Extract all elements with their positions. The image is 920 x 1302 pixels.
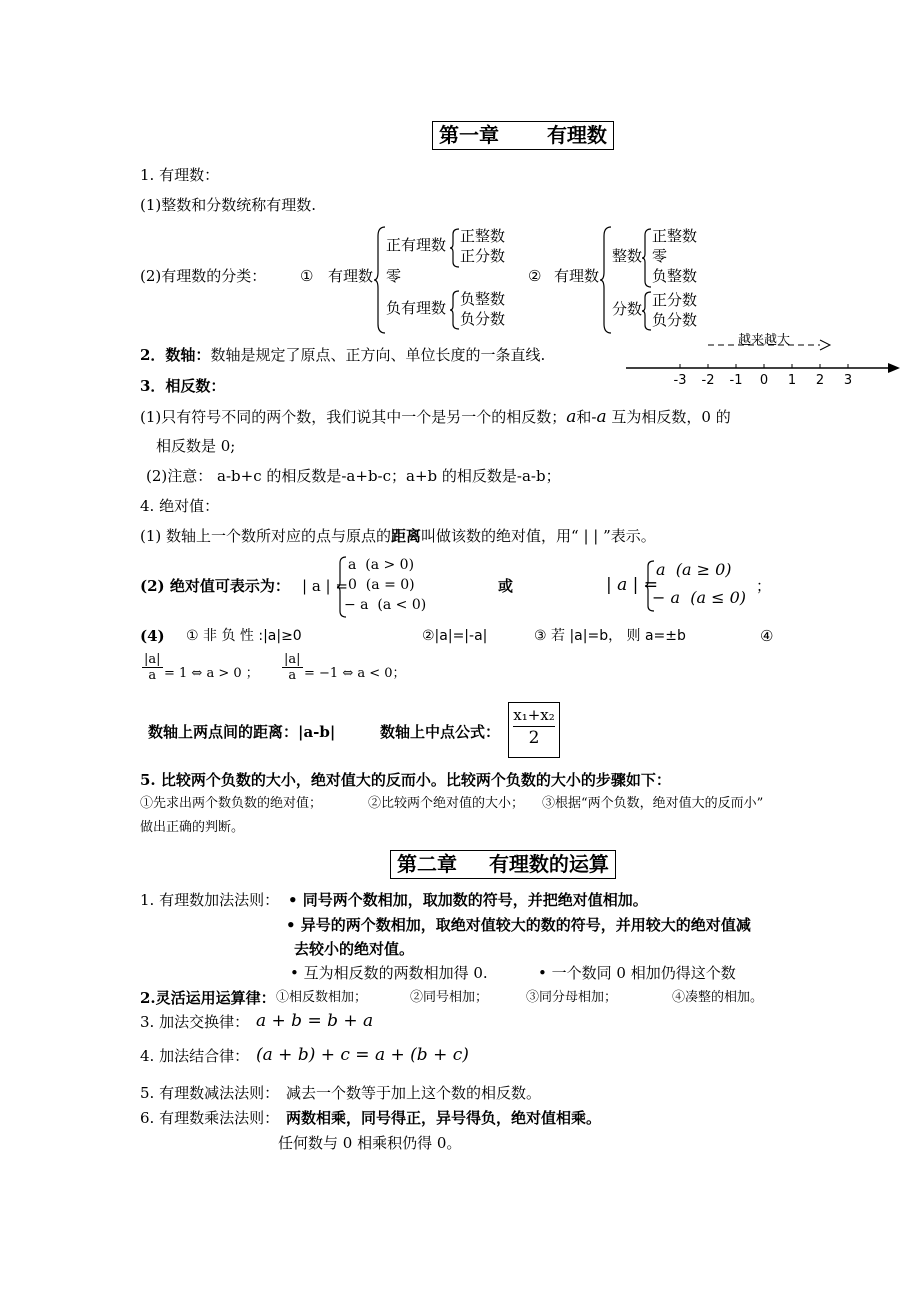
midpoint-den: 2 — [528, 728, 540, 749]
c1-positive-fraction: 正分数 — [460, 247, 506, 265]
abs-row-2: 0 (a = 0) — [348, 577, 415, 593]
midpoint-label: 数轴上中点公式： — [380, 723, 501, 741]
section-3-p1-and: 和- — [576, 408, 597, 426]
c1-negative: 负有理数 — [386, 299, 447, 317]
addition-rule-4: • 一个数同 0 相加仍得这个数 — [538, 964, 736, 982]
section-4-heading: 4. 绝对值： — [140, 497, 220, 515]
section-1-p2: (2)有理数的分类： — [140, 267, 267, 285]
section-1-p1: (1)整数和分数统称有理数. — [140, 196, 317, 214]
ch2-section-4-heading: 4. 加法结合律： — [140, 1047, 250, 1065]
section-5-step-2: ②比较两个绝对值的大小； — [368, 796, 525, 811]
addition-rule-1: • 同号两个数相加，取加数的符号，并把绝对值相加。 — [288, 891, 648, 909]
chapter-2-number: 第二章 — [397, 852, 457, 876]
associative-formula: (a + b) + c = a + (b + c) — [256, 1045, 469, 1065]
classification-2-mark: ② — [528, 267, 542, 285]
classification-2-root: 有理数 — [554, 267, 600, 285]
section-4-p1-bold: 距离 — [391, 527, 422, 545]
number-line-tick-label: 3 — [843, 373, 853, 388]
c2-zero: 零 — [652, 247, 668, 265]
frac-2-rest: = −1 ⇔ a < 0； — [304, 666, 406, 681]
var-a-2: a — [596, 407, 607, 427]
c2-fraction: 分数 — [612, 300, 643, 318]
law-item-1: ①相反数相加； — [276, 990, 368, 1005]
frac-2-num: |a| — [284, 652, 301, 667]
law-item-2: ②同号相加； — [410, 990, 489, 1005]
property-4-mark: ④ — [760, 627, 774, 645]
section-2-text: 数轴是规定了原点、正方向、单位长度的一条直线. — [210, 346, 546, 364]
var-a: a — [566, 407, 577, 427]
chapter-1-number: 第一章 — [439, 123, 499, 147]
ch2-section-6-heading: 6. 有理数乘法法则： — [140, 1109, 280, 1127]
section-3-p1-text: (1)只有符号不同的两个数，我们说其中一个是另一个的相反数； — [140, 408, 567, 426]
addition-rule-2-cont: 去较小的绝对值。 — [294, 940, 415, 958]
brace-2-main — [600, 226, 612, 334]
c2-negative-integer: 负整数 — [652, 267, 698, 285]
chapter-1-title — [432, 121, 614, 150]
property-4-num: (4) — [140, 627, 165, 645]
section-3-p1-tail: 互为相反数，0 的 — [611, 408, 731, 426]
section-2-label: 2．数轴： — [140, 346, 211, 364]
section-5-step-cont: 做出正确的判断。 — [140, 820, 245, 835]
number-line-tick-label: -3 — [673, 373, 687, 388]
addition-rule-2: • 异号的两个数相加，取绝对值较大的数的符号，并用较大的绝对值减 — [286, 916, 751, 934]
chapter-1-name: 有理数 — [546, 123, 607, 147]
law-item-4: ④凑整的相加。 — [672, 990, 764, 1005]
c1-negative-fraction: 负分数 — [460, 310, 506, 328]
section-5-step-3: ③根据“两个负数，绝对值大的反而小” — [542, 796, 764, 811]
classification-1-mark: ① — [300, 267, 314, 285]
number-line-label: 越来越大 — [738, 333, 791, 348]
c1-negative-integer: 负整数 — [460, 290, 506, 308]
brace-1-main — [374, 226, 386, 334]
c1-positive-integer: 正整数 — [460, 227, 506, 245]
ch2-section-3-heading: 3. 加法交换律： — [140, 1013, 250, 1031]
midpoint-formula — [508, 702, 560, 758]
number-line-tick-label: 0 — [759, 373, 769, 388]
midpoint-num: x₁+x₂ — [513, 707, 555, 727]
number-line — [620, 328, 905, 390]
multiplication-rule-zero: 任何数与 0 相乘积仍得 0。 — [278, 1134, 462, 1152]
section-1-heading: 1. 有理数： — [140, 166, 220, 184]
law-item-3: ③同分母相加； — [526, 990, 618, 1005]
abs-row-1: a (a > 0) — [348, 557, 415, 573]
chapter-2-title — [390, 850, 616, 879]
section-4-p1 — [140, 528, 656, 545]
section-3-p1-cont: 相反数是 0; — [156, 437, 236, 455]
abs-row-3: − a (a < 0) — [344, 597, 427, 613]
number-line-tick-label: 2 — [815, 373, 825, 388]
abs-row-4: a (a ≥ 0) — [656, 560, 732, 579]
section-3-heading: 3．相反数： — [140, 377, 226, 395]
distance-formula: 数轴上两点间的距离：|a-b| — [148, 723, 336, 741]
ch2-section-2-heading: 2.灵活运用运算律： — [140, 989, 276, 1007]
multiplication-rule: 两数相乘，同号得正，异号得负，绝对值相乘。 — [286, 1109, 602, 1127]
brace-2-frac — [642, 291, 652, 331]
c2-integer: 整数 — [612, 247, 643, 265]
frac-1-rest: = 1 ⇔ a > 0 ； — [164, 666, 259, 681]
abs-lhs-1: | a | = — [302, 577, 348, 595]
section-3-p2: (2)注意： a-b+c 的相反数是-a+b-c；a+b 的相反数是-a-b； — [146, 467, 561, 485]
abs-semicolon: ； — [756, 577, 772, 595]
ch2-section-1-heading: 1. 有理数加法法则： — [140, 891, 280, 909]
frac-2 — [282, 652, 303, 683]
frac-1-num: |a| — [144, 652, 161, 667]
section-4-p1-text: (1) 数轴上一个数所对应的点与原点的 — [140, 527, 392, 545]
brace-2-int — [642, 228, 652, 288]
ch2-section-5-heading: 5. 有理数减法法则： — [140, 1084, 280, 1102]
number-line-tick-label: -2 — [701, 373, 715, 388]
property-symmetric: ②|a|=|-a| — [422, 628, 488, 644]
commutative-formula: a + b = b + a — [256, 1011, 374, 1031]
subtraction-rule: 减去一个数等于加上这个数的相反数。 — [286, 1084, 542, 1102]
number-line-tick-label: 1 — [787, 373, 797, 388]
property-nonneg: ① 非 负 性 :|a|≥0 — [186, 628, 302, 644]
section-4-p1-tail: 叫做该数的绝对值，用“ | | ”表示。 — [421, 527, 656, 545]
classification-1-root: 有理数 — [328, 267, 374, 285]
addition-rule-3: • 互为相反数的两数相加得 0. — [290, 964, 488, 982]
c1-positive: 正有理数 — [386, 236, 447, 254]
abs-row-5: − a (a ≤ 0) — [652, 588, 746, 607]
section-5-step-1: ①先求出两个数负数的绝对值； — [140, 796, 323, 811]
abs-lhs-2: | a | = — [606, 575, 659, 595]
frac-1 — [142, 652, 163, 683]
chapter-2-name: 有理数的运算 — [488, 852, 609, 876]
section-2-heading — [140, 347, 545, 364]
frac-2-den: a — [288, 668, 297, 683]
property-if: ③ 若 |a|=b， 则 a=±b — [534, 628, 686, 644]
number-line-tick-label: -1 — [729, 373, 743, 388]
c2-positive-fraction: 正分数 — [652, 291, 698, 309]
c2-positive-integer: 正整数 — [652, 227, 698, 245]
brace-1-neg — [450, 290, 460, 330]
section-4-p2: (2) 绝对值可表示为： — [140, 577, 290, 595]
section-3-p1 — [140, 408, 731, 428]
frac-1-den: a — [148, 668, 157, 683]
brace-1-pos — [450, 228, 460, 268]
section-5-heading: 5. 比较两个负数的大小，绝对值大的反而小。比较两个负数的大小的步骤如下： — [140, 771, 671, 789]
abs-or: 或 — [498, 577, 514, 595]
c1-zero: 零 — [386, 267, 402, 285]
c2-negative-fraction: 负分数 — [652, 311, 698, 329]
